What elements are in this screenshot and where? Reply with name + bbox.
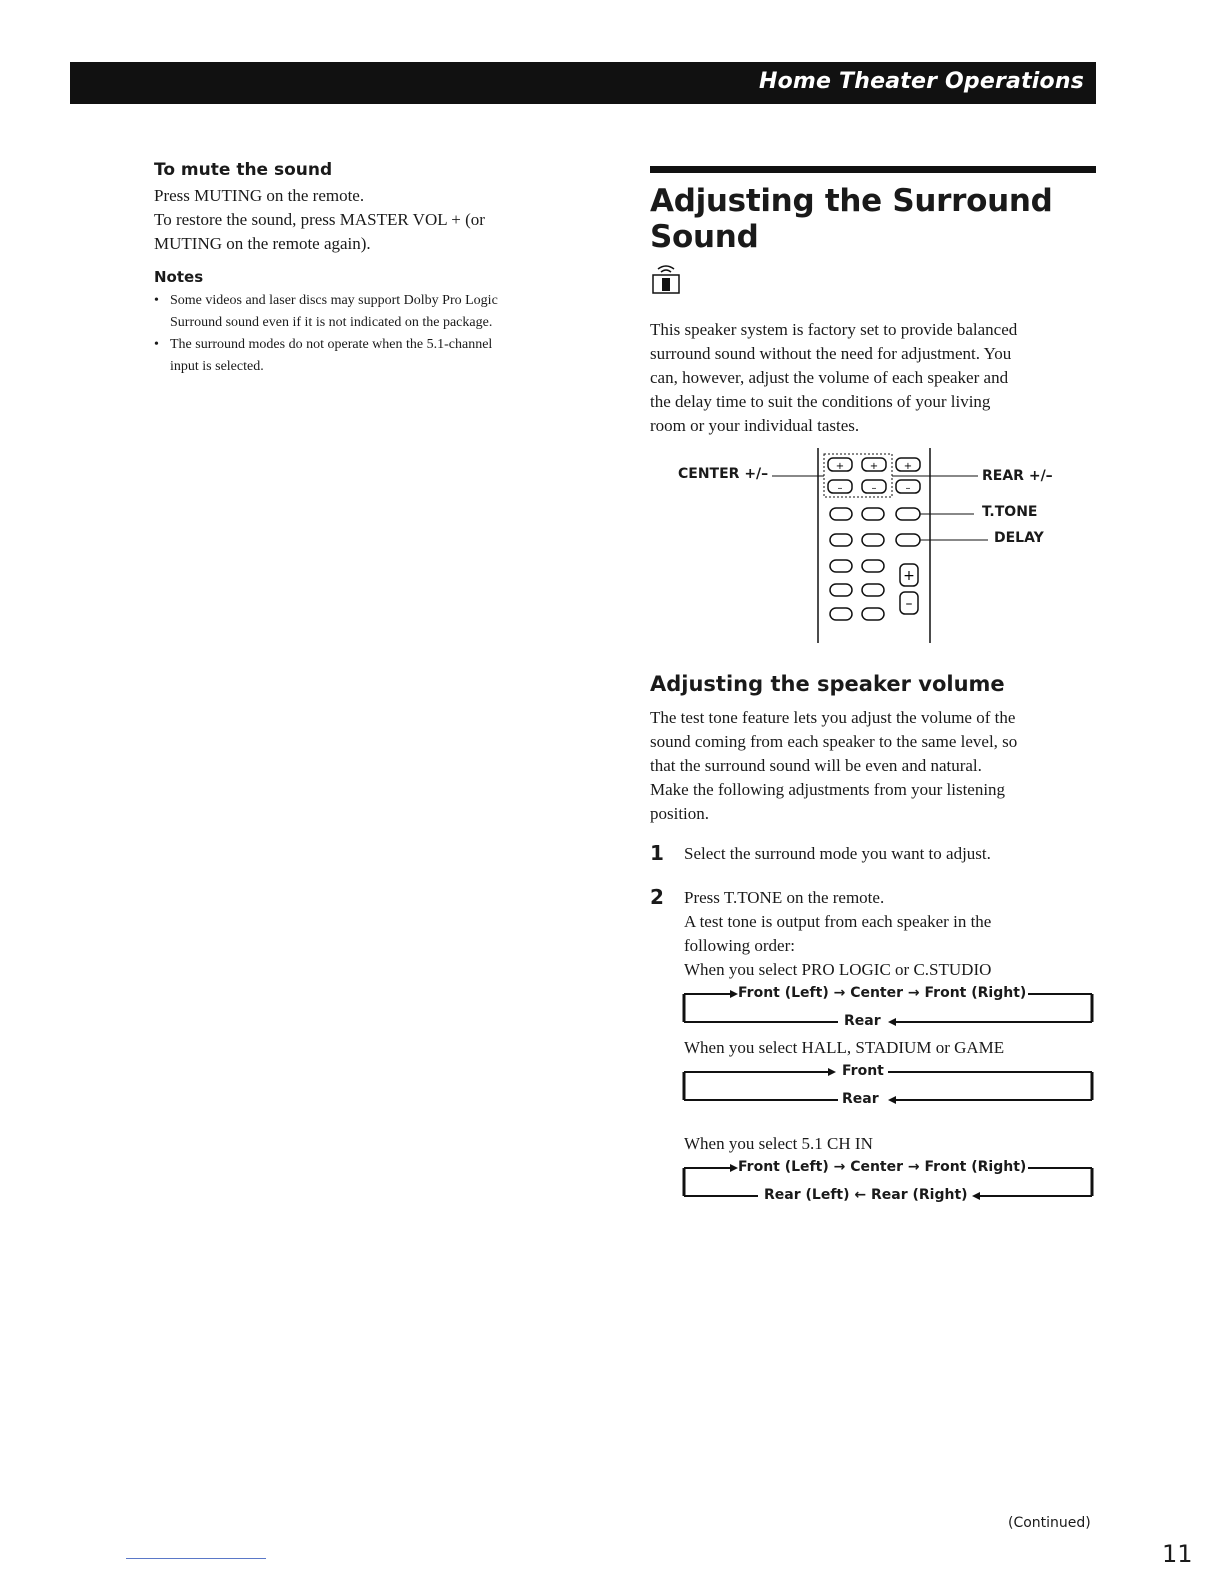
note-item <box>154 334 604 378</box>
seq-2-top: Front <box>842 1063 884 1079</box>
mode-3-label: When you select 5.1 CH IN <box>684 1134 873 1153</box>
seq-3-top: Front (Left) → Center → Front (Right) <box>738 1159 1027 1175</box>
step-number: 2 <box>650 885 664 909</box>
rear-label: REAR +/– <box>982 468 1053 484</box>
step-2 <box>650 886 1096 1206</box>
step-1 <box>650 842 1096 866</box>
section-header-title: Home Theater Operations <box>758 69 1084 94</box>
intro-line-3: can, however, adjust the volume of each speaker and <box>650 368 1009 387</box>
intro-line-5: room or your individual tastes. <box>650 416 860 435</box>
svg-text:+: + <box>903 568 915 584</box>
mode-2-label: When you select HALL, STADIUM or GAME <box>684 1038 1005 1057</box>
note-1-line-1: Some videos and laser discs may support Dolby Pro Logic <box>170 293 498 308</box>
seq-1-bottom: Rear <box>844 1013 881 1029</box>
volume-text-line-2: sound coming from each speaker to the same level, so <box>650 732 1018 751</box>
sequence-5-1-ch <box>682 1158 1094 1206</box>
note-1-line-2: Surround sound even if it is not indicated on the package. <box>170 315 493 330</box>
step-2-line-3: following order: <box>684 936 795 955</box>
seq-3-bottom: Rear (Left) ← Rear (Right) <box>764 1187 968 1203</box>
delay-label: DELAY <box>994 530 1044 546</box>
volume-text-line-3: that the surround sound will be even and natural. <box>650 756 982 775</box>
ttone-label: T.TONE <box>982 504 1038 520</box>
center-label: CENTER +/– <box>678 466 769 482</box>
note-2-line-2: input is selected. <box>170 359 264 374</box>
note-item <box>154 290 604 334</box>
speaker-volume-heading: Adjusting the speaker volume <box>650 672 1005 696</box>
notes-list <box>154 290 604 378</box>
page-number: 11 <box>1162 1540 1193 1568</box>
mode-1-label: When you select PRO LOGIC or C.STUDIO <box>684 960 992 979</box>
svg-text:–: – <box>837 483 843 494</box>
sequence-pro-logic <box>682 984 1094 1032</box>
svg-text:–: – <box>905 483 911 494</box>
svg-text:+: + <box>835 461 845 472</box>
intro-line-4: the delay time to suit the conditions of your living <box>650 392 991 411</box>
svg-text:–: – <box>905 596 913 612</box>
step-1-text: Select the surround mode you want to adjust. <box>684 844 991 863</box>
svg-text:+: + <box>869 461 879 472</box>
seq-2-bottom: Rear <box>842 1091 879 1107</box>
svg-text:–: – <box>871 483 877 494</box>
header-bar <box>70 62 1096 104</box>
right-column <box>650 166 1096 1218</box>
volume-text-line-1: The test tone feature lets you adjust the volume of the <box>650 708 1016 727</box>
footer-line <box>126 1558 266 1559</box>
section-title: Adjusting the Surround Sound <box>650 183 1053 255</box>
svg-text:+: + <box>903 461 913 472</box>
note-2-line-1: The surround modes do not operate when the 5.1-channel <box>170 337 493 352</box>
mute-heading: To mute the sound <box>154 160 333 180</box>
remote-control-icon <box>650 261 690 295</box>
intro-line-1: This speaker system is factory set to provide balanced <box>650 320 1018 339</box>
step-2-line-2: A test tone is output from each speaker in the <box>684 912 992 931</box>
notes-heading: Notes <box>154 268 204 286</box>
step-number: 1 <box>650 841 664 865</box>
volume-text-line-5: position. <box>650 804 710 823</box>
step-2-line-1: Press T.TONE on the remote. <box>684 888 885 907</box>
mute-line-1: Press MUTING on the remote. <box>154 186 365 205</box>
seq-1-top: Front (Left) → Center → Front (Right) <box>738 985 1027 1001</box>
sequence-hall <box>682 1062 1094 1110</box>
section-rule <box>650 166 1096 173</box>
mute-line-3: MUTING on the remote again). <box>154 234 371 253</box>
intro-line-2: surround sound without the need for adjustment. You <box>650 344 1012 363</box>
mute-line-2: To restore the sound, press MASTER VOL + (or <box>154 210 485 229</box>
left-column <box>154 160 604 378</box>
continued-label: (Continued) <box>1008 1515 1091 1531</box>
remote-diagram <box>650 448 1096 648</box>
volume-text-line-4: Make the following adjustments from your listening <box>650 780 1006 799</box>
